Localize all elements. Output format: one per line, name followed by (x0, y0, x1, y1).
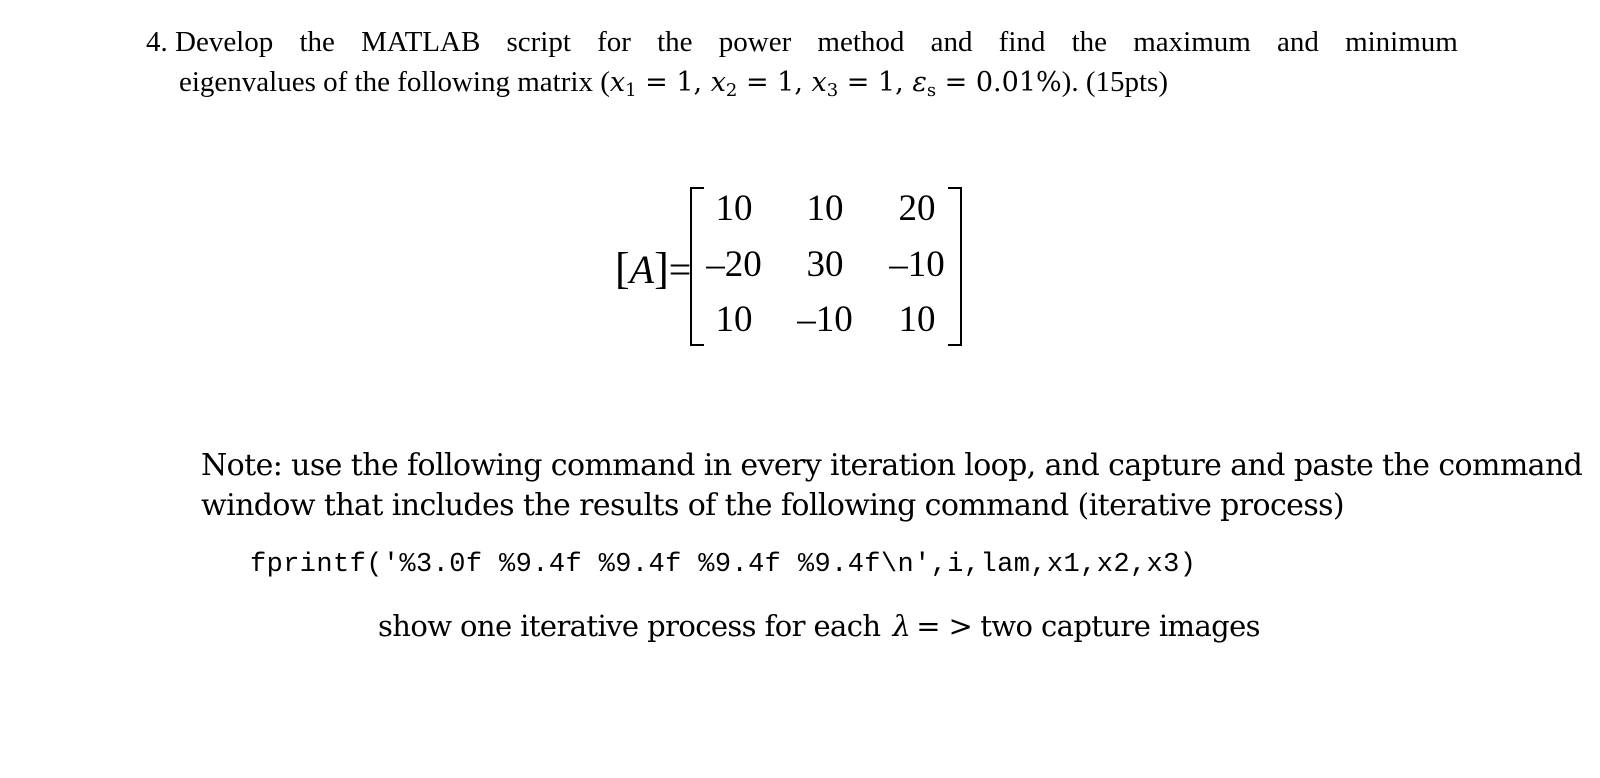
x1-value: = 1, (636, 67, 711, 98)
label-open-bracket: [ (615, 244, 630, 293)
note-paragraph (201, 446, 1583, 526)
problem-word: maximum (1133, 26, 1251, 58)
matrix-symbol: A (629, 247, 655, 292)
matrix-label (615, 243, 691, 294)
x2-value: = 1, (737, 67, 812, 98)
epsilon-value: = 0.01% (936, 67, 1062, 98)
matrix-cell-r2-c1: –20 (706, 244, 762, 285)
problem-word: and (1277, 26, 1319, 58)
x3-value: = 1, (838, 67, 913, 98)
note-line-1: Note: use the following command in every iteration loop, and capture and paste the command (201, 448, 1583, 483)
footer-prefix: show one iterative process for each (378, 609, 881, 643)
problem-line2-prefix: eigenvalues of the following matrix ( (179, 66, 610, 98)
problem-word: minimum (1345, 26, 1458, 58)
problem-word: for (597, 26, 631, 58)
matrix-cell-r3-c2: –10 (797, 299, 853, 340)
problem-line2-suffix: ). (15pts) (1061, 66, 1168, 98)
label-close-bracket: ] (654, 244, 669, 293)
footer-instruction (378, 609, 1260, 643)
equals-sign: = (668, 247, 692, 292)
footer-suffix: two capture images (980, 609, 1260, 643)
problem-statement (146, 22, 1458, 103)
problem-line-1 (146, 22, 1458, 62)
problem-word: MATLAB (361, 26, 481, 58)
problem-word: and (930, 26, 973, 58)
matrix-cell-r1-c2: 10 (806, 188, 844, 229)
matrix-cell-r3-c3: 10 (898, 299, 936, 340)
note-line-2: window that includes the results of the following command (iterative process) (201, 488, 1345, 523)
problem-word: power (718, 26, 792, 58)
matrix-cell-r2-c3: –10 (889, 244, 945, 285)
epsilon-variable: $\varepsilon_s$ (912, 67, 937, 101)
arrow-symbol: = > (916, 609, 973, 643)
problem-word: the (299, 26, 335, 58)
x2-variable: $x_2$ (710, 67, 738, 101)
x1-variable: $x_1$ (609, 67, 637, 101)
fprintf-command: fprintf('%3.0f %9.4f %9.4f %9.4f %9.4f\n',i,lam,x1,x2,x3) (250, 550, 1197, 580)
matrix-cell-r1-c3: 20 (898, 188, 936, 229)
x3-variable: $x_3$ (811, 67, 839, 101)
problem-word: find (998, 26, 1046, 58)
problem-number-and-word-1: 4. Develop (146, 26, 274, 58)
problem-line-2 (146, 62, 1458, 103)
matrix-cell-r3-c1: 10 (715, 299, 753, 340)
problem-word: method (817, 26, 905, 58)
lambda-symbol: λ (892, 609, 911, 643)
problem-word: the (1071, 26, 1108, 58)
problem-word: script (506, 26, 571, 58)
problem-word: the (657, 26, 693, 58)
matrix-cell-r2-c2: 30 (806, 244, 844, 285)
matrix-cell-r1-c1: 10 (715, 188, 753, 229)
